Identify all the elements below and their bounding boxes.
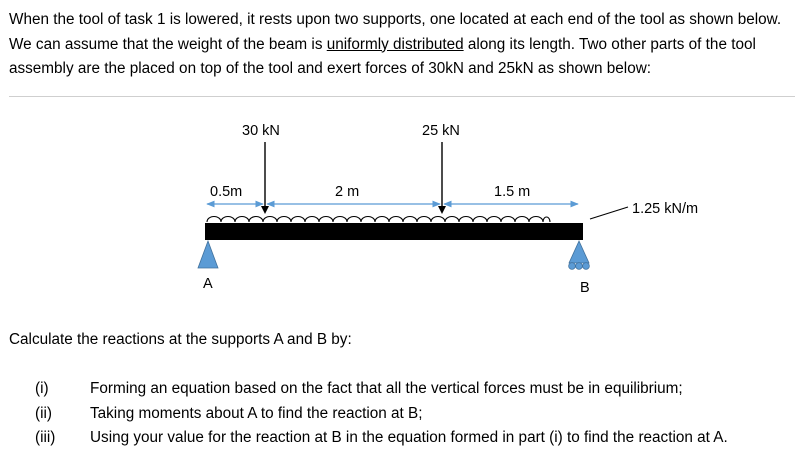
question-part [35,426,728,451]
part-number: (ii) [35,404,52,422]
dimension-2m-label: 2 m [335,184,360,200]
question-part [35,377,728,402]
support-b-roller [569,241,590,269]
part-number: (iii) [35,429,56,447]
udl-label: 1.25 kN/m [632,201,699,217]
part-text: Using your value for the reaction at B in the equation formed in part (i) to find the reaction at A. [90,429,728,447]
part-number: (i) [35,380,49,398]
dimension-1-5m-label: 1.5 m [494,184,531,200]
point-load-25kn [422,123,460,214]
question-part [35,402,728,427]
point-load-30kn [242,123,280,214]
dimension-0-5m-label: 0.5m [210,184,243,200]
load-30kn-label: 30 kN [242,123,280,139]
question-parts-list [35,377,728,451]
load-30kn-arrowhead [261,206,269,214]
udl-leader-line [590,207,628,219]
support-a-pin [198,241,218,268]
load-25kn-label: 25 kN [422,123,460,139]
part-text: Taking moments about A to find the reaction at B; [90,404,423,422]
intro-text-2: along its length. Two other parts of the tool assembly are the placed on top of the tool and exert forces of 30kN and 25kN as shown below: [9,35,756,77]
load-25kn-arrowhead [438,206,446,214]
udl-curls [207,217,550,223]
beam [205,223,583,240]
intro-underlined-text: uniformly distributed [326,35,464,53]
intro-text-1: When the tool of task 1 is lowered, it rests upon two supports, one located at each end of the tool as shown below. We can assume that the weight of the beam is [9,11,782,53]
support-b-label: B [580,280,590,296]
question-prompt: Calculate the reactions at the supports A and B by: [9,331,352,348]
part-text: Forming an equation based on the fact that all the vertical forces must be in equilibrium; [90,380,683,398]
support-a-label: A [203,276,213,292]
udl-label-group [590,201,698,219]
